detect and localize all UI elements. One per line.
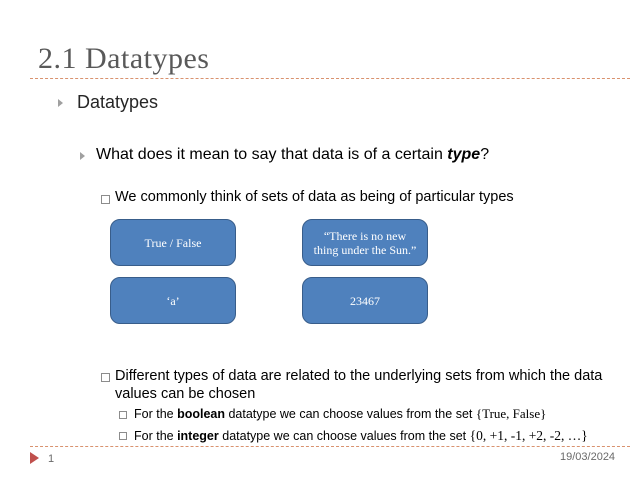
example-box-boolean-label: True / False [144, 235, 202, 250]
slide-date: 19/03/2024 [560, 451, 616, 463]
slide-title: 2.1 Datatypes [38, 42, 210, 75]
bullet-arrow-icon [58, 99, 63, 107]
bullet-level3-types: We commonly think of sets of data as being of particular types [115, 189, 514, 205]
bullet-square-icon [119, 432, 127, 440]
example-box-boolean [110, 219, 236, 266]
sub-bullet-boolean-middle: datatype we can choose values from the set [225, 407, 476, 421]
sub-bullet-boolean-keyword: boolean [177, 407, 225, 421]
bullet-level2-emphasis: type [447, 146, 481, 163]
footer-marker-icon [30, 452, 39, 464]
bullet-level2 [96, 146, 489, 164]
bullet-level3-sets: Different types of data are related to the underlying sets from which the data values can be chosen [115, 368, 603, 402]
example-box-integer [302, 277, 428, 324]
bullet-square-icon [119, 411, 127, 419]
footer-divider [30, 446, 630, 447]
bullet-square-icon [101, 195, 110, 204]
sub-bullet-boolean-set: {True, False} [475, 406, 547, 421]
example-box-integer-label: 23467 [350, 293, 380, 308]
bullet-arrow-icon [80, 152, 85, 160]
example-box-char-label: ‘a’ [166, 293, 180, 308]
sub-bullet-integer [134, 427, 614, 445]
example-box-string-label: “There is no new thing under the Sun.” [313, 228, 417, 257]
example-box-char [110, 277, 236, 324]
example-box-string [302, 219, 428, 266]
bullet-square-icon [101, 373, 110, 382]
bullet-level2-suffix: ? [480, 146, 490, 163]
title-divider [30, 78, 630, 79]
sub-bullet-integer-keyword: integer [177, 429, 219, 443]
sub-bullet-integer-prefix: For the [134, 429, 178, 443]
bullet-level2-text: What does it mean to say that data is of a certain [96, 146, 448, 163]
sub-bullet-boolean-prefix: For the [134, 407, 178, 421]
sub-bullet-integer-middle: datatype we can choose values from the set [218, 429, 470, 443]
sub-bullet-boolean [134, 406, 614, 422]
bullet-level1: Datatypes [77, 92, 159, 112]
sub-bullet-integer-set: {0, +1, -1, +2, -2, …} [469, 428, 588, 443]
slide-number: 1 [48, 453, 55, 465]
